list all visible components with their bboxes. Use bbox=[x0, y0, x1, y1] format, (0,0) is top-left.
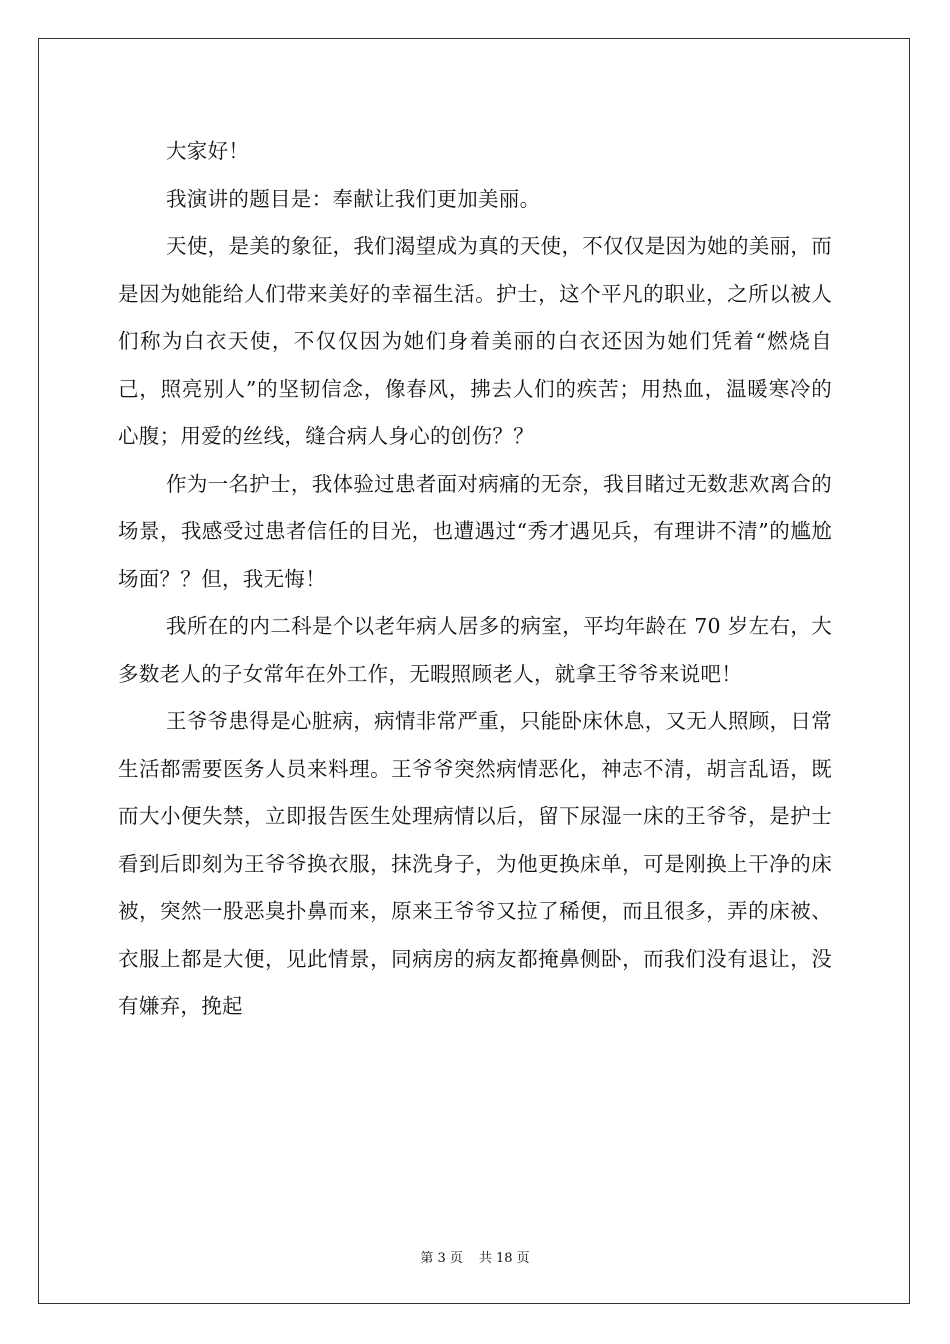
paragraph-greeting: 大家好！ bbox=[166, 139, 250, 163]
paragraph-nurse-experience: 作为一名护士，我体验过患者面对病痛的无奈，我目睹过无数悲欢离合的场景，我感受过患者信任的目光，也遭遇过“秀才遇见兵，有理讲不清”的尴尬场面？？但，我无悔！ bbox=[118, 471, 832, 591]
page-footer bbox=[0, 1247, 950, 1266]
page-total: 共 18 页 bbox=[478, 1251, 530, 1266]
paragraph-speech-title: 我演讲的题目是：奉献让我们更加美丽。 bbox=[166, 186, 541, 211]
document-body bbox=[118, 128, 832, 1031]
page-number: 第 3 页 bbox=[420, 1251, 463, 1266]
paragraph-grandpa-wang: 王爷爷患得是心脏病，病情非常严重，只能卧床休息，又无人照顾，日常生活都需要医务人员来料理。王爷爷突然病情恶化，神志不清，胡言乱语，既而大小便失禁，立即报告医生处理病情以后，留下尿湿一床的王爷爷，是护士看到后即刻为王爷爷换衣服，抹洗身子，为他更换床单，可是刚换上干净的床被，突然一股恶臭扑鼻而来，原来王爷爷又拉了稀便，而且很多，弄的床被、衣服上都是大便，见此情景，同病房的病友都掩鼻侧卧，而我们没有退让，没有嫌弃，挽起 bbox=[118, 709, 832, 1018]
paragraph-department: 我所在的内二科是个以老年病人居多的病室，平均年龄在 70 岁左右，大多数老人的子女常年在外工作，无暇照顾老人，就拿王爷爷来说吧！ bbox=[118, 614, 832, 686]
paragraph-angel: 天使，是美的象征，我们渴望成为真的天使，不仅仅是因为她的美丽，而是因为她能给人们带来美好的幸福生活。护士，这个平凡的职业，之所以被人们称为白衣天使，不仅仅因为她们身着美丽的白衣还因为她们凭着“燃烧自己，照亮别人”的坚韧信念，像春风，拂去人们的疾苦；用热血，温暖寒冷的心腹；用爱的丝线，缝合病人身心的创伤？？ bbox=[118, 234, 832, 448]
